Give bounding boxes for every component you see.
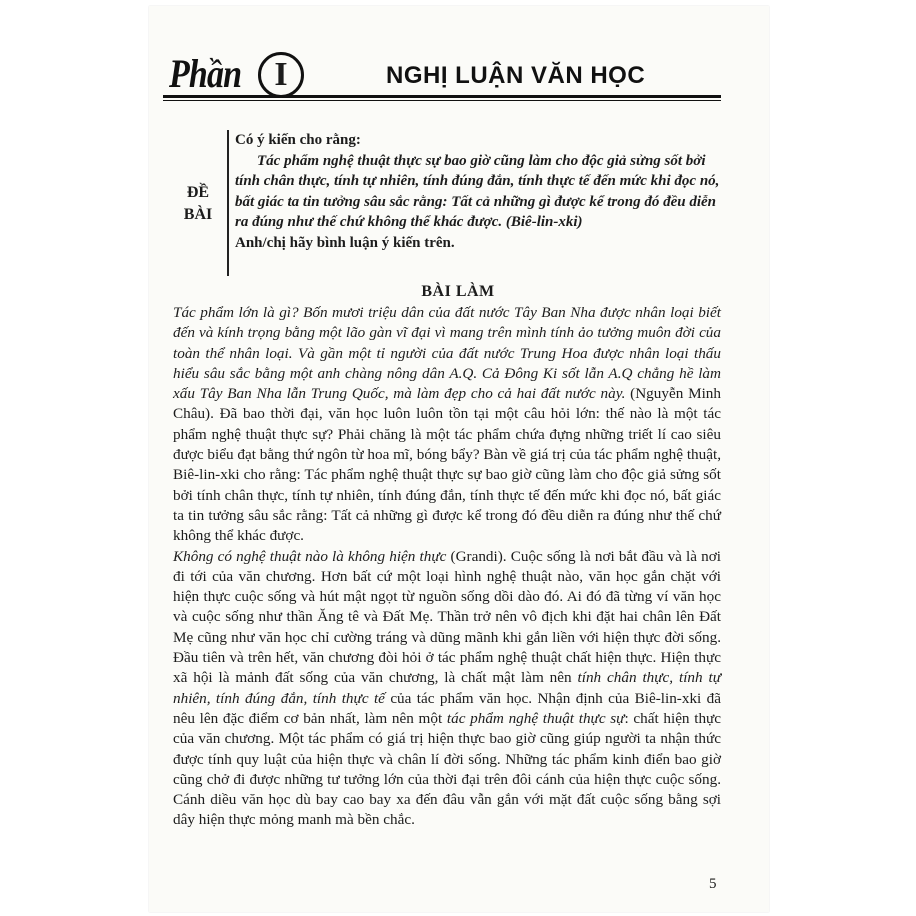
p2-italic2: tính chân thực, tính tự nhiên, tính đúng đắn, tính thực tế: [173, 669, 721, 707]
p2-b: của tác phẩm văn học. Nhận định của Biê-lin-xki đã nêu lên đặc điểm cơ bản nhất, làm nên một: [173, 689, 721, 727]
p2-a: (Grandi). Cuộc sống là nơi bắt đầu và là nơi đi tới của văn chương. Hơn bất cứ một loại hình nghệ thuật nào, văn học gắn chặt với hiện thực cuộc sống và hút mật ngọt từ nguồn sống dồi dào đó. Ai đó đã từng ví văn học và cuộc sống như thần Ăng tê và Đất Mẹ. Thần trở nên vô địch khi đặt hai chân lên Đất Mẹ cũng như văn học chỉ cường tráng và dũng mãnh khi gắn liền với hiện thực đời sống. Đầu tiên và trên hết, văn chương đòi hỏi ở tác phẩm nghệ thuật chất hiện thực. Hiện thực xã hội là mảnh đất sống của văn chương, là chất mật làm nên: [173, 547, 722, 687]
part-word: Phần: [169, 51, 242, 96]
paragraph-2: [173, 547, 721, 831]
prompt-quote: Tác phẩm nghệ thuật thực sự bao giờ cũng làm cho độc giả sửng sốt bởi tính chân thực, tính tự nhiên, tính đúng đắn, tính thực tế đến mức khi đọc nó, bất giác ta tin tưởng sâu sắc rằng: Tất cả những gì được kể trong đó đều diễn ra đúng như thế chứ không thể khác được. (Biê-lin-xki): [235, 152, 720, 230]
p2-c: : chất hiện thực của văn chương. Một tác phẩm có giá trị hiện thực bao giờ cũng giúp người ta nhận thức được tính quy luật của hiện thực và chân lí đời sống. Những tác phẩm kinh điển bao giờ cũng chở đi được những tư tưởng lớn của thời đại trên đôi cánh của hiện thực cuộc sống. Cánh diều văn học dù bay cao bay xa đến đâu vẫn gắn với mặt đất cuộc sống bằng sợi dây hiện thực mỏng manh mà bền chắc.: [173, 709, 722, 829]
part-number-badge: I: [258, 52, 304, 98]
p1-italic: Tác phẩm lớn là gì? Bốn mươi triệu dân của đất nước Tây Ban Nha được nhân loại biết đến và kính trọng bằng một lão gàn vĩ đại vì mang trên mình tính ảo tưởng muôn đời của toàn thể nhân loại. Và gần một tỉ người của đất nước Trung Hoa được nhân loại thấu hiểu sâu sắc bằng một anh chàng nông dân A.Q. Cả Đông Ki sốt lẫn A.Q chẳng hề làm xấu Tây Ban Nha lẫn Trung Quốc, mà làm đẹp cho cả hai đất nước này.: [173, 304, 721, 403]
prompt-label-line1: ĐỀ: [186, 184, 210, 201]
page-number: 5: [709, 876, 717, 892]
prompt-divider: [227, 130, 229, 276]
header-rule-thin: [163, 100, 721, 101]
answer-body: [173, 303, 721, 831]
answer-title: BÀI LÀM: [421, 283, 495, 300]
p2-italic3: tác phẩm nghệ thuật thực sự: [446, 709, 625, 727]
prompt-task: Anh/chị hãy bình luận ý kiến trên.: [235, 234, 455, 251]
paragraph-1: [173, 303, 721, 547]
p1-rest: (Nguyễn Minh Châu). Đã bao thời đại, văn học luôn luôn tồn tại một câu hỏi lớn: thế nào là một tác phẩm nghệ thuật thực sự? Phải chăng là một tác phẩm chứa đựng những triết lí cao siêu được biểu đạt bằng thứ ngôn từ hoa mĩ, bóng bẩy? Bàn về giá trị của tác phẩm nghệ thuật, Biê-lin-xki cho rằng: Tác phẩm nghệ thuật thực sự bao giờ cũng làm cho độc giả sửng sốt bởi tính chân thực, tính tự nhiên, tính đúng đắn, tính thực tế đến mức khi đọc nó, bất giác ta tin tưởng sâu sắc rằng: Tất cả những gì được kể trong đó đều diễn ra đúng như thế chứ không thể khác được.: [173, 385, 721, 545]
p2-italic: Không có nghệ thuật nào là không hiện thực: [173, 547, 447, 565]
prompt-label-line2: BÀI: [183, 206, 213, 223]
section-title: NGHỊ LUẬN VĂN HỌC: [386, 62, 646, 89]
exam-prompt: [173, 130, 733, 276]
chapter-header: [163, 50, 721, 102]
prompt-label: [175, 182, 221, 226]
prompt-intro: Có ý kiến cho rằng:: [235, 132, 361, 148]
prompt-text: [235, 130, 733, 253]
header-rule: [163, 95, 721, 98]
